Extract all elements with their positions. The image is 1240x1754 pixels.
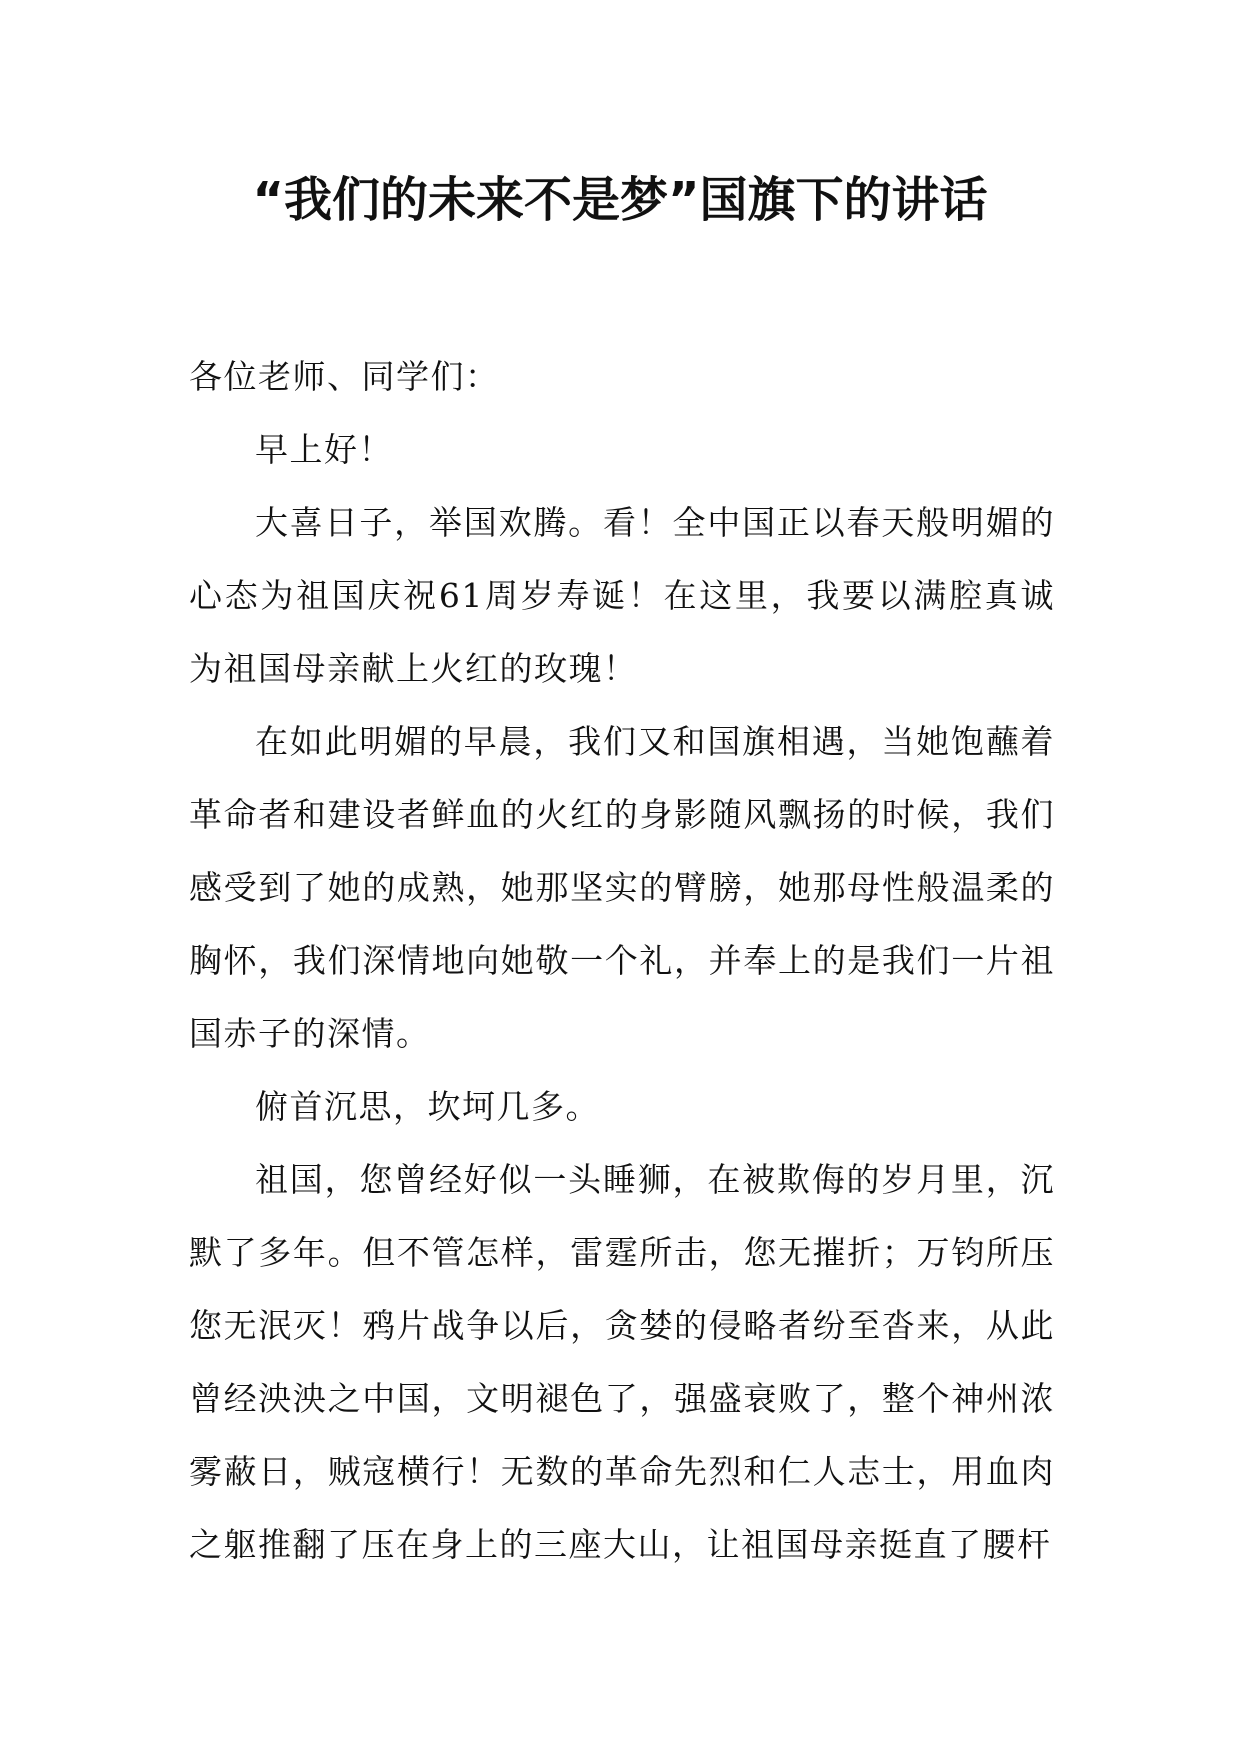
document-body [189,340,1055,1581]
body-paragraph: 在如此明媚的早晨，我们又和国旗相遇，当她饱蘸着革命者和建设者鲜血的火红的身影随风飘扬的时候，我们感受到了她的成熟，她那坚实的臂膀，她那母性般温柔的胸怀，我们深情地向她敬一个礼，并奉上的是我们一片祖国赤子的深情。 [189,722,1055,1053]
body-paragraph: 俯首沉思，坎坷几多。 [255,1087,600,1126]
greeting-paragraph: 早上好！ [255,430,393,469]
body-paragraph: 大喜日子，举国欢腾。看！全中国正以春天般明媚的心态为祖国庆祝61周岁寿诞！在这里，我要以满腔真诚为祖国母亲献上火红的玫瑰！ [189,503,1055,688]
document-title: “我们的未来不是梦”国旗下的讲话 [252,172,988,228]
salutation-paragraph: 各位老师、同学们： [189,357,500,396]
body-paragraph: 祖国，您曾经好似一头睡狮，在被欺侮的岁月里，沉默了多年。但不管怎样，雷霆所击，您无摧折；万钧所压您无泯灭！鸦片战争以后，贪婪的侵略者纷至沓来，从此曾经泱泱之中国，文明褪色了，强盛衰败了，整个神州浓雾蔽日，贼寇横行！无数的革命先烈和仁人志士，用血肉之躯推翻了压在身上的三座大山，让祖国母亲挺直了腰杆 [189,1160,1055,1564]
